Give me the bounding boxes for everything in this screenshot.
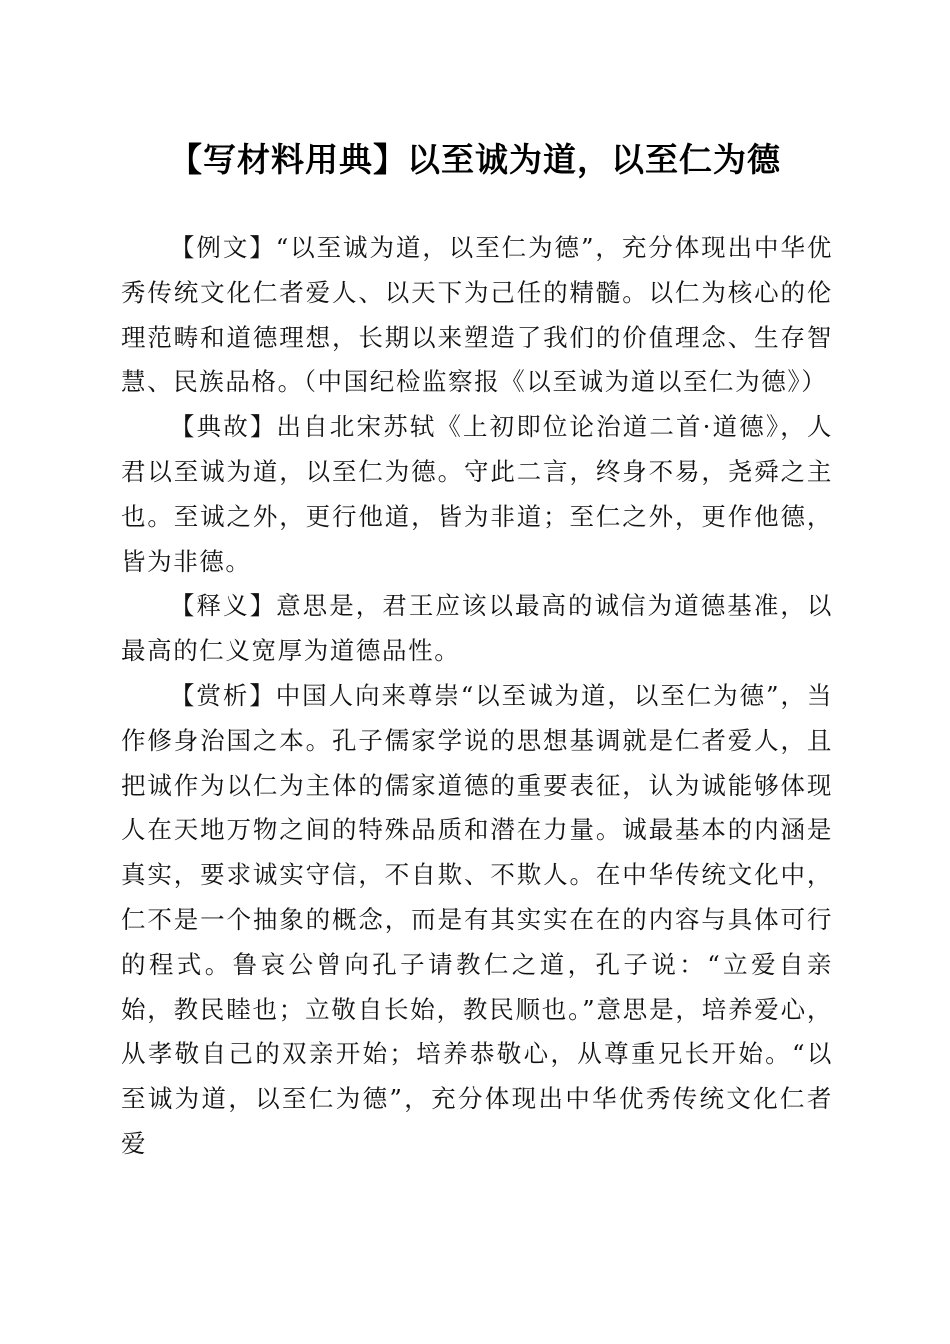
paragraph-example: 【例文】“以至诚为道，以至仁为德”，充分体现出中华优秀传统文化仁者爱人、以天下为己任的精髓。以仁为核心的伦理范畴和道德理想，长期以来塑造了我们的价值理念、生存智慧、民族品格。（中国纪检监察报《以至诚为道以至仁为德》） [121,233,833,397]
paragraph-meaning: 【释义】意思是，君王应该以最高的诚信为道德基准，以最高的仁义宽厚为道德品性。 [121,591,833,666]
document-title: 【写材料用典】以至诚为道，以至仁为德 [169,140,781,179]
document-body [121,226,833,1167]
paragraph-allusion: 【典故】出自北宋苏轼《上初即位论治道二首·道德》，人君以至诚为道，以至仁为德。守此二言，终身不易，尧舜之主也。至诚之外，更行他道，皆为非道；至仁之外，更作他德，皆为非德。 [121,412,833,576]
paragraph-appreciation: 【赏析】中国人向来尊崇“以至诚为道，以至仁为德”，当作修身治国之本。孔子儒家学说的思想基调就是仁者爱人，且把诚作为以仁为主体的儒家道德的重要表征，认为诚能够体现人在天地万物之间的特殊品质和潜在力量。诚最基本的内涵是真实，要求诚实守信，不自欺、不欺人。在中华传统文化中，仁不是一个抽象的概念，而是有其实实在在的内容与具体可行的程式。鲁哀公曾向孔子请教仁之道，孔子说：“立爱自亲始，教民睦也；立敬自长始，教民顺也。”意思是，培养爱心，从孝敬自己的双亲开始；培养恭敬心，从尊重兄长开始。“以至诚为道，以至仁为德”，充分体现出中华优秀传统文化仁者爱 [121,680,833,1158]
